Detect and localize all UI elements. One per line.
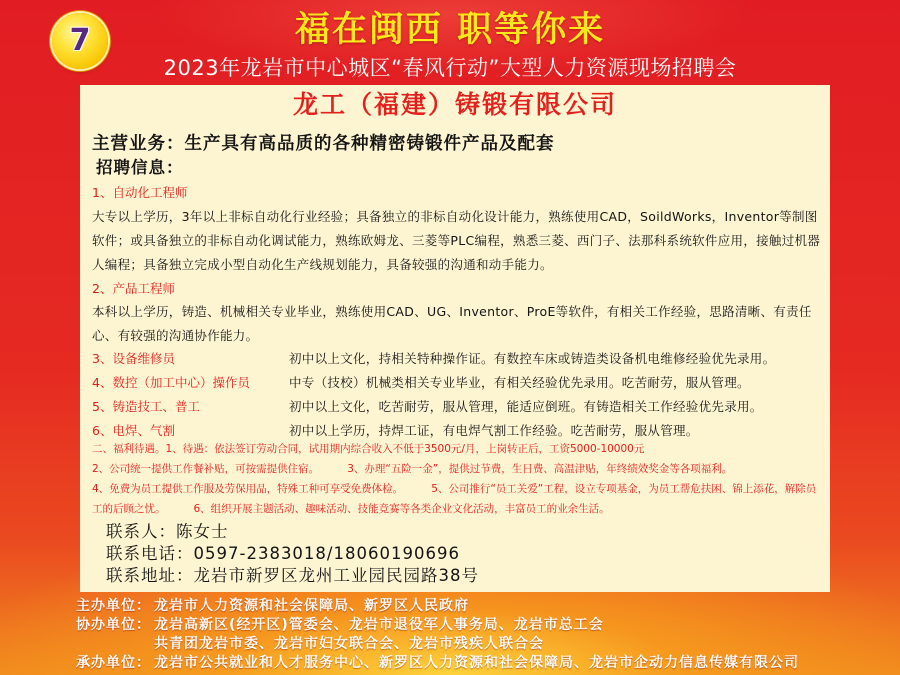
welfare-item: 5、公司推行“员工关爱”工程，设立专项基金，为员工帮危扶困、锦上添花，解除员工的后顾之忧。 — [92, 483, 817, 515]
position-row — [92, 395, 822, 419]
co-organizer-value: 龙岩高新区(经开区)管委会、龙岩市退役军人事务局、龙岩市总工会 — [154, 617, 604, 633]
welfare-line — [92, 439, 822, 459]
contact-info — [106, 521, 806, 587]
welfare-item: 2、公司统一提供工作餐补贴，可按需提供住宿。 — [92, 463, 320, 475]
welfare-heading: 二、福利待遇。 — [92, 443, 166, 455]
spacer — [76, 635, 154, 654]
position-requirement: 中专（技校）机械类相关专业毕业，有相关经验优先录用。吃苦耐劳，服从管理。 — [289, 375, 750, 390]
co-organizer-row — [76, 616, 876, 635]
position-requirement: 初中以上文化，吃苦耐劳，服从管理，能适应倒班。有铸造相关工作经验优先录用。 — [289, 399, 763, 414]
welfare-line — [92, 479, 822, 519]
position-title: 6、电焊、气割 — [92, 423, 175, 438]
company-name: 龙工（福建）铸锻有限公司 — [292, 90, 617, 119]
contact-phone: 联系电话：0597-2383018/18060190696 — [106, 544, 460, 563]
co-organizer-value: 共青团龙岩市委、龙岩市妇女联合会、龙岩市残疾人联合会 — [154, 636, 544, 652]
contact-address: 联系地址：龙岩市新罗区龙州工业园民园路38号 — [106, 566, 479, 585]
position-requirement: 初中以上文化，持相关特种操作证。有数控车床或铸造类设备机电维修经验优先录用。 — [289, 351, 776, 366]
position-requirement: 初中以上学历，持焊工证，有电焊气割工作经验。吃苦耐劳，服从管理。 — [289, 423, 699, 438]
recruit-heading: 招聘信息： — [96, 158, 184, 177]
welfare-item: 3、办理“五险一金”，提供过节费，生日费、高温津贴，年终绩效奖金等各项福利。 — [347, 463, 733, 475]
contact-person: 联系人：陈女士 — [106, 522, 229, 541]
welfare-section — [92, 439, 822, 519]
badge-number: 7 — [69, 23, 91, 58]
co-organizer-label: 协办单位： — [76, 617, 151, 633]
position-requirement: 本科以上学历，铸造、机械相关专业毕业，熟练使用CAD、UG、Inventor、ProE等软件，有相关工作经验，思路清晰、有责任心、有较强的沟通协作能力。 — [92, 304, 812, 343]
position-row — [92, 347, 822, 371]
undertaker-label: 承办单位： — [76, 655, 151, 671]
undertaker-row — [76, 654, 876, 673]
co-organizer-row — [76, 635, 876, 654]
welfare-item: 1、待遇：依法签订劳动合同，试用期内综合收入不低于3500元/月，上岗转正后，工资5000-10000元 — [165, 443, 645, 455]
position-title: 2、产品工程师 — [92, 281, 175, 296]
organizers-footer — [76, 597, 876, 673]
main-business: 主营业务：生产具有高品质的各种精密铸锻件产品及配套 — [92, 134, 555, 154]
company-panel — [80, 85, 830, 592]
position-row — [92, 371, 822, 395]
position-title: 3、设备维修员 — [92, 351, 175, 366]
position-title: 1、自动化工程师 — [92, 185, 188, 200]
welfare-item: 6、组织开展主题活动、趣味活动、技能竞赛等各类企业文化活动，丰富员工的业余生活。 — [193, 503, 610, 515]
position-title: 5、铸造技工、普工 — [92, 399, 200, 414]
host-label: 主办单位： — [76, 598, 151, 614]
welfare-line — [92, 459, 822, 479]
poster-title: 福在闽西 职等你来 — [294, 10, 606, 50]
host-value: 龙岩市人力资源和社会保障局、新罗区人民政府 — [154, 598, 469, 614]
position-title: 4、数控（加工中心）操作员 — [92, 375, 250, 390]
welfare-item: 4、免费为员工提供工作服及劳保用品，特殊工种可享受免费体检。 — [92, 483, 404, 495]
position-requirement: 大专以上学历，3年以上非标自动化行业经验；具备独立的非标自动化设计能力，熟练使用CAD，SoildWorks，Inventor等制图软件；或具备独立的非标自动化调试能力，熟练欧姆龙、三菱等PLC编程，熟悉三菱、西门子、法那科系统软件应用，接触过机器人编程；具备独立完成小型自动化生产线规划能力，具备较强的沟通和动手能力。 — [92, 209, 821, 272]
poster-subtitle: 2023年龙岩市中心城区“春风行动”大型人力资源现场招聘会 — [163, 56, 737, 80]
undertaker-value: 龙岩市公共就业和人才服务中心、新罗区人力资源和社会保障局、龙岩市企动力信息传媒有限公司 — [154, 655, 799, 671]
host-row — [76, 597, 876, 616]
position-rows — [92, 347, 822, 443]
